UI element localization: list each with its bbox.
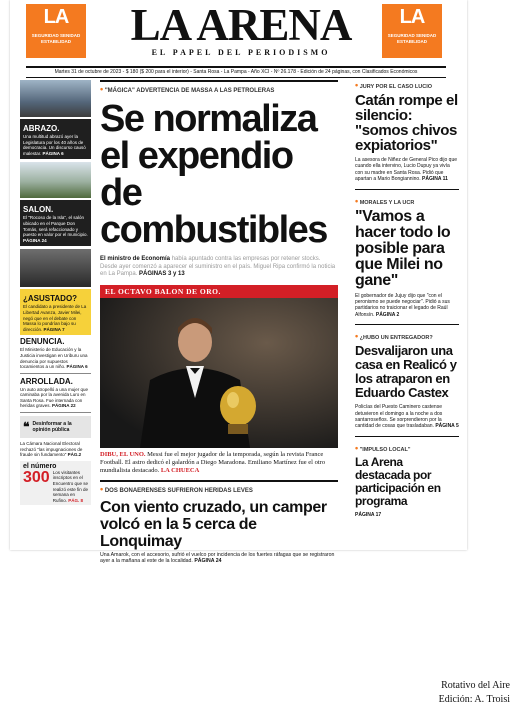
footer-line-2: Edición: A. Troisi <box>438 694 510 705</box>
center-column <box>100 80 338 565</box>
story-headline: Catán rompe el silencio: "somos chivos expiatorios" <box>355 92 458 154</box>
caption-text: Messi fue el mejor jugador de la temporada, según la revista France Football. El astro dedicó el galardón a Diego Maradona. Emiliano Martínez fue el otro mundialista destacado. <box>100 450 326 474</box>
logo-badge-left <box>26 4 86 58</box>
brief-abrazo <box>20 119 91 159</box>
main-headline: Se normaliza el expendio de combustibles <box>100 98 327 251</box>
story-kicker: MORALES Y LA UCR <box>359 199 415 206</box>
brief-text: El Ministerio de Educación y la Justicia investigan en Uriburu una denuncia por supuestos tocamientos a un niño. <box>20 347 88 370</box>
story-kicker: ¿HUBO UN ENTREGADOR? <box>359 335 433 342</box>
bullet-icon: • <box>100 483 104 494</box>
brief-salon <box>20 200 91 246</box>
brief-page: PÁGINA 22 <box>52 403 76 409</box>
divider <box>20 412 91 413</box>
brief-page: PÁGINA 6 <box>66 364 88 370</box>
divider <box>355 324 459 325</box>
main-lede <box>100 256 338 279</box>
lede-bold: El ministro de Economía <box>100 256 171 262</box>
brief-asustado <box>20 289 91 335</box>
second-kicker: DOS BONAERENSES SUFRIERON HERIDAS LEVES <box>104 487 253 494</box>
badge-letters: LA <box>399 6 425 28</box>
number-value: 300 <box>23 468 50 486</box>
story-page: PÁGINA 2 <box>375 311 400 318</box>
brief-page: PÁG. 8 <box>68 497 83 503</box>
second-text: Una Amarok, con el accesorio, sufrió el vuelco por incidencia de los fuertes ráfagas que se registraron ayer a la mañana al este de la localidad. <box>100 551 335 564</box>
story-headline: "Vamos a hacer todo lo posible para que Milei no gane" <box>355 207 451 289</box>
divider <box>355 436 459 437</box>
divider <box>355 189 459 190</box>
brief-page: PÁGINA 6 <box>42 150 64 156</box>
right-column <box>355 80 459 518</box>
photo-caption <box>100 451 338 475</box>
dateline: Martes 31 de octubre de 2023 - $ 180 ($ 200 para el interior) - Santa Rosa - La Pampa - Año XCI - Nº 26.178 - Edición de 24 páginas, con Clasificados Económicos <box>54 69 418 75</box>
story-text: El gobernador de Jujuy dijo que "con el peronismo se puede negociar". Pidió a sus partidarios no traicionar el legado de Raúl Alfonsín. <box>355 292 450 318</box>
brief-text: Los visitantes inscriptos en el Encuentro que se realizó este fin de semana en Rufino. <box>52 469 88 503</box>
newspaper-title: LA ARENA <box>130 0 352 50</box>
brief-head: ARROLLADA. <box>20 376 73 386</box>
newspaper-motto: EL PAPEL DEL PERIODISMO <box>151 48 331 57</box>
story-text: Policías del Puesto Caminero castense detuvieron el domingo a la noche a dos santarroseños. Se sorprendieron por la cantidad de cosas que trasladaban. <box>355 404 443 430</box>
badge-text: SEGURIDAD SENIDAD ESTABILIDAD <box>387 33 437 44</box>
story-text: La asesora de Niñez de General Pico dijo que cuando ella intervino, Lucio Dupuy ya vivía con su madre en Santa Rosa. Pidió que apartan a Mario Bongiannino. <box>355 157 458 183</box>
quote-icon: ❝ <box>23 420 30 435</box>
brief-head: ABRAZO. <box>23 124 60 133</box>
main-kicker: "MÁGICA" ADVERTENCIA DE MASSA A LAS PETROLERAS <box>104 88 275 94</box>
bullet-icon: • <box>355 442 359 453</box>
caption-bold: DIBU, EL UNO. <box>100 450 146 458</box>
sports-banner: EL OCTAVO BALON DE ORO. <box>100 285 338 298</box>
left-column <box>20 80 91 505</box>
story-page: PÁGINA 17 <box>355 511 382 518</box>
divider <box>20 373 91 374</box>
bullet-icon: • <box>100 84 104 94</box>
number-label: el número <box>23 462 57 470</box>
lede-pages: PÁGINAS 3 y 13 <box>139 271 185 277</box>
brief-page: PÁGINA 24 <box>23 237 47 243</box>
story-page: PÁGINA 11 <box>422 176 448 183</box>
brief-page: PÁGINA 7 <box>43 326 65 332</box>
number-box <box>20 461 91 506</box>
brief-text: El "Rocoso de la Isla", el salón ubicado en el Parque Don Tomás, será refaccionado y puesto en valor por el municipio. <box>23 215 88 238</box>
story-page: PÁGINA 5 <box>435 423 459 430</box>
brief-text: La Cámara Nacional Electoral rechazó "las impugnaciones de fraude sin fundamento" <box>20 441 83 458</box>
second-headline: Con viento cruzado, un camper volcó en la 5 cerca de Lonquimay <box>100 498 327 550</box>
divider <box>26 77 446 78</box>
photo-crowd <box>20 80 91 117</box>
brief-page: PÁG.2 <box>67 452 82 458</box>
photo-building <box>20 162 91 198</box>
photo-messi <box>100 298 338 448</box>
bullet-icon: • <box>355 331 359 342</box>
brief-head: ¿ASUSTADO? <box>23 294 78 304</box>
story-kicker: JURY POR EL CASO LUCIO <box>359 84 433 90</box>
brief-text: Un auto atropelló a una mujer que caminaba por la avenida Luro en Santa Rosa. Fue internada con heridas graves. <box>20 386 89 409</box>
brief-head: DENUNCIA. <box>20 337 65 347</box>
promo-text: Desinformar a la opinión pública <box>32 421 72 434</box>
newspaper-front-page <box>10 0 467 564</box>
badge-letters: LA <box>43 6 69 28</box>
brief-text: El candidato a presidente de La Libertad Avanza, Javier Milei, negó que en el debate con Massa lo pondrían bajo su dirección. <box>23 304 87 332</box>
badge-text: SEGURIDAD SENIDAD ESTABILIDAD <box>31 33 81 44</box>
logo-badge-right <box>382 4 442 58</box>
story-kicker: "IMPULSO LOCAL" <box>359 446 411 453</box>
bullet-icon: • <box>355 80 359 90</box>
second-page: PÁGINA 24 <box>194 558 222 564</box>
lede-text: había apuntado contra las empresas por retener stocks. Desde ayer comenzó a aparecer el suministro en el país. Miguel Ripa confirmó la noticia en La Pampa. <box>100 256 336 277</box>
caption-tag: LA CHUECA <box>160 466 200 474</box>
brief-text: Una multitud abrazó ayer la Legislatura por los 40 años de democracia. Un discurso causó malestar. <box>23 134 86 156</box>
footer-line-1: Rotativo del Aire <box>441 680 510 691</box>
brief-head: SALON. <box>23 205 54 215</box>
photo-milei <box>20 249 91 287</box>
story-headline: La Arena destacada por participación en programa <box>355 454 441 508</box>
promo-box <box>20 416 91 438</box>
photo-messi-illustration <box>100 298 338 448</box>
bullet-icon: • <box>355 195 359 206</box>
story-headline: Desvalijaron una casa en Realicó y los atraparon en Eduardo Castex <box>355 343 457 401</box>
divider <box>26 66 446 68</box>
